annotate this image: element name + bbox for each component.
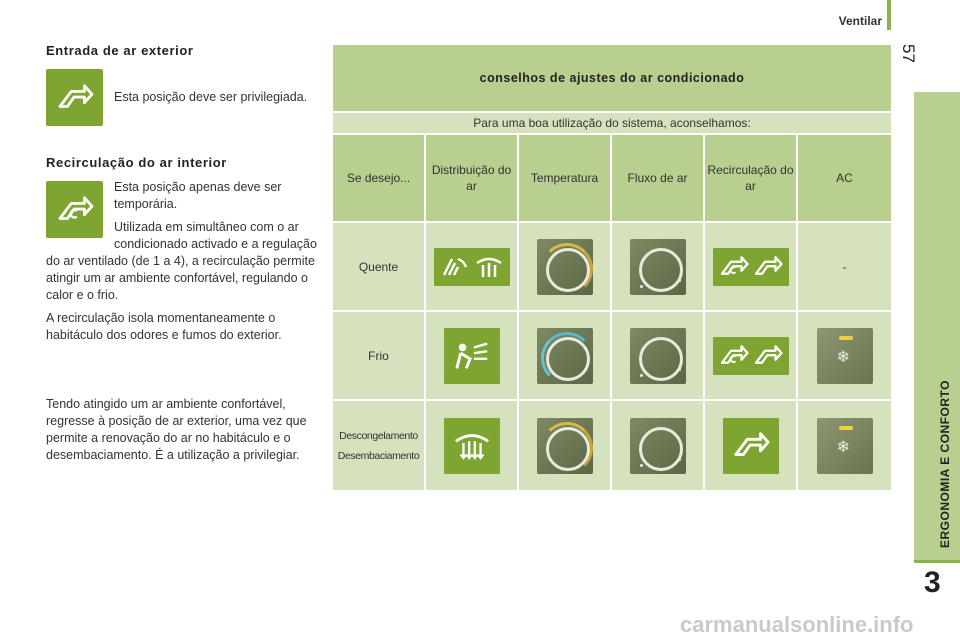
chapter-number: 3 bbox=[924, 566, 941, 599]
table-row bbox=[333, 312, 891, 401]
footer-watermark: carmanualsonline.info bbox=[680, 612, 914, 637]
header-cell: Se desejo... bbox=[333, 135, 426, 221]
recirculation-title: Recirculação do ar interior bbox=[46, 155, 227, 170]
exterior-air-text: Esta posição deve ser privilegiada. bbox=[114, 90, 308, 104]
header-cell: AC bbox=[836, 171, 853, 185]
table-row bbox=[333, 401, 891, 490]
header-cell: Temperatura bbox=[519, 135, 612, 221]
header-cell: Distribuição do ar bbox=[426, 135, 519, 221]
ac-button-icon: ❄ bbox=[817, 328, 873, 384]
exterior-air-icon bbox=[46, 69, 103, 126]
recirculation-exterior-pair-icon bbox=[713, 248, 789, 286]
distribution-feet-windscreen-icon bbox=[434, 248, 510, 286]
row-label: Frio bbox=[333, 312, 426, 399]
recirculation-text-2: Utilizada em simultâneo com o ar condicionado activado e a regulação do ar ventilado (de 1 a 4), a recirculação permite atingir um ar ambiente confortável, regulando o calor e o frio. bbox=[46, 220, 317, 302]
section-title: Ventilar bbox=[838, 14, 882, 28]
chapter-side-tab bbox=[914, 92, 960, 560]
exterior-air-title: Entrada de ar exterior bbox=[46, 43, 194, 58]
conclusion-text: Tendo atingido um ar ambiente confortável, regresse à posição de ar exterior, uma vez que permite a renovação do ar no habitáculo e o desembaciamento. É a utilização a privilegiar. bbox=[46, 397, 307, 462]
table-title: conselhos de ajustes do ar condicionado bbox=[333, 45, 891, 113]
recirculation-exterior-pair-icon bbox=[713, 337, 789, 375]
row-label-line-1: Descongelamento bbox=[339, 429, 418, 442]
chapter-tab-divider bbox=[914, 560, 960, 563]
temperature-knob-icon bbox=[537, 418, 593, 474]
windscreen-demist-icon bbox=[444, 418, 500, 474]
fan-speed-knob-icon bbox=[630, 418, 686, 474]
header-cell: Recirculação do ar bbox=[705, 135, 798, 221]
recirculation-icon bbox=[46, 181, 103, 238]
temperature-knob-icon bbox=[537, 239, 593, 295]
table-header-row bbox=[333, 135, 891, 223]
left-column bbox=[46, 42, 321, 470]
fan-speed-knob-icon bbox=[630, 239, 686, 295]
page-number: 57 bbox=[899, 44, 918, 63]
row-label-line-2: Desembaciamento bbox=[337, 449, 420, 462]
recirculation-text-1: Esta posição apenas deve ser temporária. bbox=[114, 180, 282, 211]
distribution-face-vents-icon bbox=[444, 328, 500, 384]
table-subtitle: Para uma boa utilização do sistema, aconselhamos: bbox=[333, 113, 891, 135]
row-label: Quente bbox=[333, 223, 426, 310]
recirculation-text-3: A recirculação isola momentaneamente o habitáculo dos odores e fumos do exterior. bbox=[46, 311, 282, 342]
temperature-knob-icon bbox=[537, 328, 593, 384]
header-accent-bar bbox=[887, 0, 891, 30]
chapter-label: ERGONOMIA E CONFORTO bbox=[938, 379, 952, 548]
exterior-air-icon bbox=[723, 418, 779, 474]
ac-button-icon: ❄ bbox=[817, 418, 873, 474]
fan-speed-knob-icon bbox=[630, 328, 686, 384]
header-cell: Fluxo de ar bbox=[612, 135, 705, 221]
settings-table bbox=[333, 45, 891, 490]
table-row bbox=[333, 223, 891, 312]
ac-value: - bbox=[842, 259, 847, 274]
